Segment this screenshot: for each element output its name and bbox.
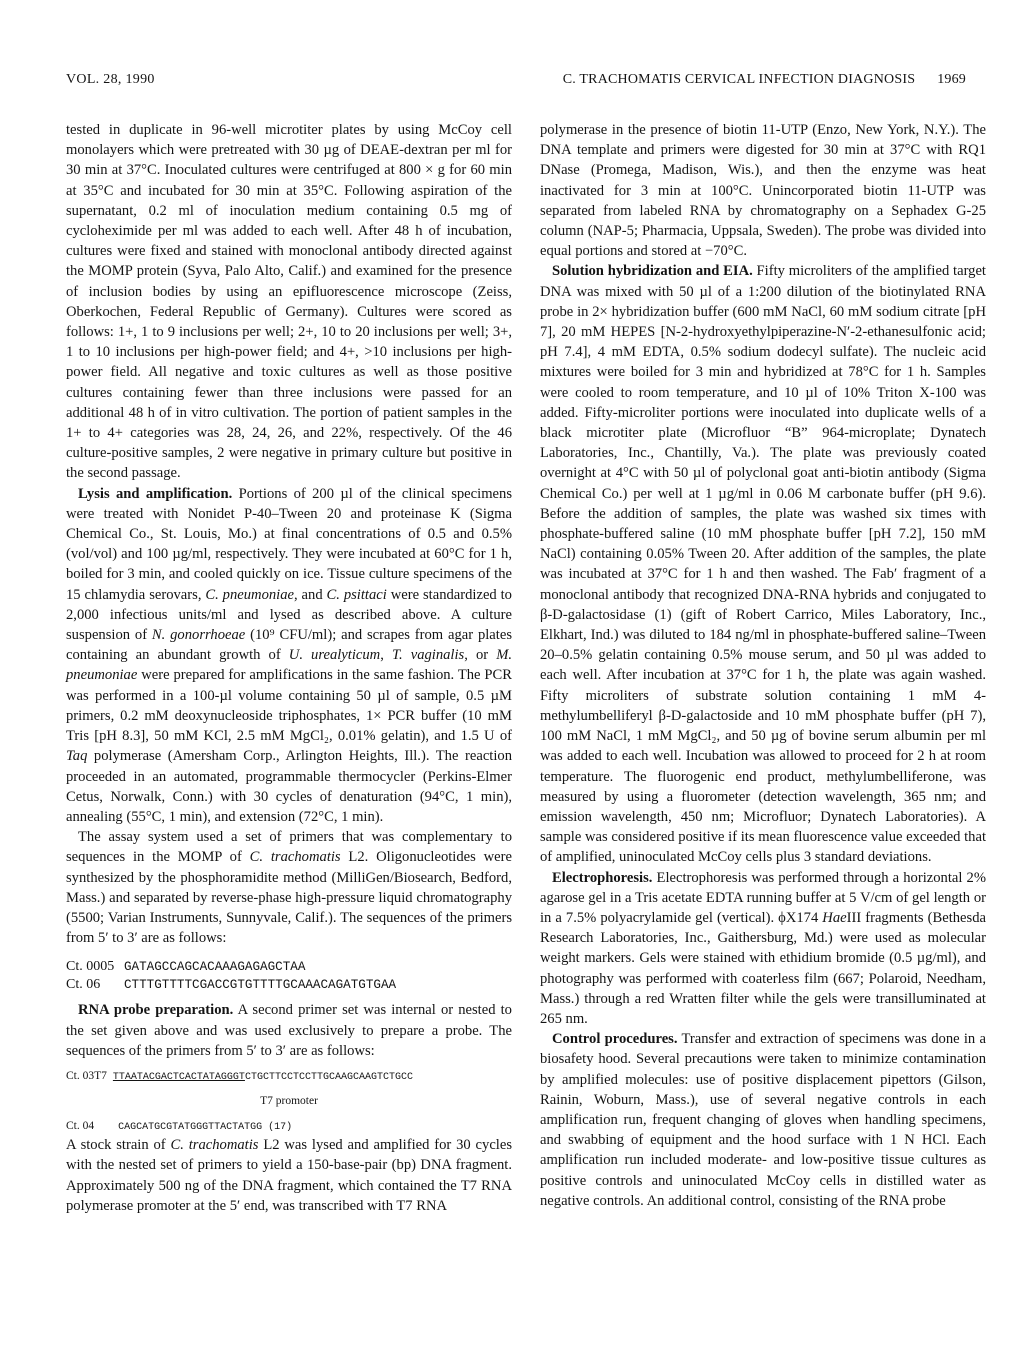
- text-run: were standardized to 2,000 infectious units/ml and lysed as described above. A culture suspension of: [66, 586, 512, 644]
- text-run: , and: [294, 586, 327, 603]
- hybridization-paragraph: [540, 261, 986, 867]
- text-run: Electrophoresis was performed through a horizontal 2% agarose gel in a Tris acetate EDTA running buffer at 5 V/cm of gel length or in a 7.5% polyacrylamide gel (vertical). ϕX174: [540, 869, 986, 926]
- primer-label: Ct. 03T7: [66, 1069, 107, 1082]
- text-run: III fragments (Bethesda Research Laboratories, Inc., Gaithersburg, Md.) were used as molecular weight markers. Gels were stained with ethidium bromide (0.5 µg/ml), and photography was performed with coaterless film (667; Polaroid, Needham, Mass.) through a red Wratten filter while the gels were transilluminated at 265 nm.: [540, 909, 986, 1027]
- nested-primer-line: [66, 1069, 512, 1085]
- species-name: M. pneumoniae: [66, 647, 513, 684]
- control-procedures-paragraph: [540, 1029, 986, 1211]
- text-run: Transfer and extraction of specimens was done in a biosafety hood. Several precautions were taken to minimize contamination by amplified molecules: use of positive displacement pipettors (Gilson, Rainin, Woburn, Mass.), use of several negative controls in each amplification run, frequent changing of gloves when handling specimens, and swabbing of equipment and the hood surface with 1 N HCl. Each amplification run included moderate- and low-positive tissue cultures as positive controls and uninoculated McCoy cells in distilled water as negative controls. An additional control, consisting of the RNA probe: [540, 1031, 986, 1209]
- section-heading-control: Control procedures.: [552, 1031, 678, 1048]
- nested-primer-line: [66, 1119, 512, 1135]
- text-run: were prepared for amplifications in the same fashion. The PCR was performed in a 100-µl volume containing 50 µl of sample, 0.5 µM primers, 0.2 mM deoxynucleoside triphosphates, 1× PCR buffer (10 mM Tris [pH 8.3], 50 mM KCl, 2.5 mM MgCl₂, 0.01% gelatin), and 1.5 U of: [66, 667, 512, 745]
- assay-paragraph: [66, 827, 512, 948]
- primer-sequence: GATAGCCAGCACAAAGAGAGCTAA: [124, 960, 306, 975]
- primer-sequence: CAGCATGCGTATGGGTTACTATGG (17): [118, 1122, 293, 1134]
- running-title-header: [563, 72, 966, 88]
- culture-paragraph: tested in duplicate in 96-well microtiter plates by using McCoy cell monolayers which were pretreated with 30 µg of DEAE-dextran per ml for 30 min at 37°C. Inoculated cultures were centrifuged at 800 × g for 60 min at 35°C and incubated for 30 min at 35°C. Following aspiration of the supernatant, 0.2 ml of inoculation medium containing 0.5 mg of cycloheximide per ml was added to each well. After 48 h of incubation, cultures were fixed and stained with monoclonal antibody directed against the MOMP protein (Syva, Palo Alto, Calif.) and examined for the presence of inclusion bodies by using an epifluorescence microscope (Zeiss, Oberkochen, Federal Republic of Germany). Cultures were scored as follows: 1+, 1 to 9 inclusions per well; 2+, 10 to 20 inclusions per well; 3+, 1 to 10 inclusions per high-power field; and 4+, >10 inclusions per high-power field. All negative and toxic cultures as well as those positive cultures containing fewer than three inclusions were passed for an additional 48 h of in vitro cultivation. The portion of patient samples in the 1+ to 4+ categories was 28, 24, 26, and 22%, respectively. Of the 46 culture-positive samples, 2 were negative in primary culture but positive in the second passage.: [66, 122, 512, 482]
- text-run: (10⁹ CFU/ml); and scrapes from agar plates containing an abundant growth of: [66, 627, 512, 664]
- species-name: C. psittaci: [326, 586, 387, 603]
- text-run: A second primer set was internal or nested to the set given above and was used exclusively to prepare a probe. The sequences of the primers from 5′ to 3′ are as follows:: [66, 1002, 512, 1059]
- text-run: A stock strain of: [66, 1137, 171, 1154]
- text-run: polymerase (Amersham Corp., Arlington Heights, Ill.). The reaction proceeded in an automated, programmable thermocycler (Perkins-Elmer Cetus, Norwalk, Conn.) with 30 cycles of denaturation (94°C, 1 min), annealing (55°C, 1 min), and extension (72°C, 1 min).: [66, 748, 512, 825]
- text-run: , or: [464, 647, 497, 664]
- right-column: [540, 120, 986, 1211]
- lysis-paragraph: [66, 484, 512, 827]
- species-name: C. trachomatis: [249, 849, 341, 866]
- running-title: C. TRACHOMATIS CERVICAL INFECTION DIAGNOSIS: [562, 72, 916, 87]
- primer-label: Ct. 06: [66, 977, 101, 993]
- species-name: N. gonorrhoeae: [151, 627, 246, 644]
- species-name: U. urealyticum: [288, 647, 381, 664]
- electrophoresis-paragraph: [540, 868, 986, 1030]
- rna-probe-paragraph: [66, 1000, 512, 1061]
- primer-sequence: CTGCTTCCTCCTTGCAAGCAAGTCTGCC: [244, 1071, 413, 1083]
- text-run: Portions of 200 µl of the clinical specimens were treated with Nonidet P-40–Tween 20 and proteinase K (Sigma Chemical Co., St. Louis, Mo.) at final concentrations of 0.5 and 0.5% (vol/vol) and 100 µg/ml, respectively. They were incubated at 60°C for 1 h, boiled for 3 min, and cooled quickly on ice. Tissue culture specimens of the 15 chlamydia serovars,: [66, 485, 512, 603]
- enzyme-name: Hae: [822, 909, 847, 926]
- species-name: C. trachomatis: [170, 1137, 259, 1154]
- species-name: C. pneumoniae: [205, 586, 294, 603]
- t7-promoter-sequence: TTAATACGACTCACTATAGGGT: [112, 1071, 245, 1083]
- primer-label: Ct. 0005: [66, 959, 115, 975]
- species-name: T. vaginalis: [391, 647, 465, 664]
- primer-sequence: CTTTGTTTTCGACCGTGTTTTGCAAACAGATGTGAA: [124, 978, 397, 993]
- text-run: Fifty microliters of the amplified target DNA was mixed with 50 µl of a 1:200 dilution of the biotinylated RNA probe in 2× hybridization buffer (600 mM NaCl, 60 mM sodium citrate [pH 7], 20 mM HEPES [N-2-hydroxyethylpiperazine-N′-2-ethanesulfonic acid; pH 7.4], 4 mM EDTA, 0.5% sodium dodecyl sulfate). The nucleic acid mixtures were boiled for 3 min and hybridized at 78°C for 1 h. Samples were cooled to room temperature, and 10 µl of 10% Triton X-100 was added. Fifty-microliter portions were inoculated into duplicate wells of a black microtiter plate (Microfluor “B” 964-microplate; Dynatech Laboratories, Inc., Chantilly, Va.). The plate was previously coated overnight at 4°C with 50 µl of polyclonal goat anti-biotin antibody (Sigma Chemical Co.) per well at 1 µg/ml in 0.06 M carbonate buffer (pH 9.6). Before the addition of samples, the plate was washed six times with phosphate-buffered saline (10 mM phosphate buffer [pH 7.2], 150 mM NaCl) containing 0.05% Tween 20. After addition of the samples, the plate was incubated at 37°C for 1 h and then washed. The Fab′ fragment of a monoclonal antibody that recognized DNA-RNA hybrids and conjugated to β-D-galactosidase (1) (gift of Robert Carrico, Miles Laboratory, Inc., Elkhart, Ind.) was diluted to 184 ng/ml in phosphate-buffered saline–Tween 20–0.5% gelatin containing 0.5% mouse serum, and 50 µl was added to each well. After incubation at 37°C for 1 h, the plate was again washed. Fifty microliters of substrate solution containing 1 mM 4-methylumbelliferyl β-D-galactoside and 10 mM phosphate buffer (pH 7), 100 mM NaCl, 1 mM MgCl₂, and 50 µg of bovine serum albumin per ml was added to each well. Incubation was allowed to proceed for 2 h at room temperature. The fluorogenic end product, methylumbelliferone, was measured by using a fluorometer (detection wavelength, 365 nm; and emission wavelength, 450 nm; Microfluor; Dynatech Laboratories). A sample was considered positive if its mean fluorescence value exceeded that of amplified, uninoculated McCoy cells plus 3 standard deviations.: [540, 263, 986, 866]
- section-heading-hybridization: Solution hybridization and EIA.: [552, 263, 753, 280]
- left-column: [66, 120, 512, 1216]
- text-run: ,: [380, 647, 392, 664]
- stock-strain-paragraph: [66, 1135, 512, 1216]
- section-heading-electrophoresis: Electrophoresis.: [552, 869, 653, 886]
- text-run: L2 was lysed and amplified for 30 cycles with the nested set of primers to yield a 150-base-pair (bp) DNA fragment. Approximately 500 ng of the DNA fragment, which contained the T7 RNA polymerase promoter at the 5′ end, was transcribed with T7 RNA: [66, 1137, 513, 1214]
- page-number: 1969: [937, 72, 966, 87]
- probe-continuation-paragraph: polymerase in the presence of biotin 11-UTP (Enzo, New York, N.Y.). The DNA template and primers were digested for 30 min at 37°C with RQ1 DNase (Promega, Madison, Wis.), and then the enzyme was heat inactivated for 3 min at 100°C. Unincorporated biotin 11-UTP was separated from labeled RNA by chromatography on a Sephadex G-25 column (NAP-5; Pharmacia, Uppsala, Sweden). The probe was divided into equal portions and stored at −70°C.: [540, 122, 986, 260]
- journal-volume-header: VOL. 28, 1990: [66, 72, 155, 87]
- text-run: L2. Oligonucleotides were synthesized by the phosphoramidite method (MilliGen/Biosearch, Bedford, Mass.) and separated by reverse-phase high-pressure liquid chromatography (5500; Varian Instruments, Sunnyvale, Calif.). The sequences of the primers from 5′ to 3′ are as follows:: [66, 849, 512, 947]
- section-heading-lysis: Lysis and amplification.: [78, 485, 233, 502]
- primer-sequence-block: [66, 958, 512, 994]
- primer-label: Ct. 04: [66, 1120, 95, 1133]
- t7-promoter-caption: T7 promoter: [260, 1094, 318, 1107]
- section-heading-rna-probe: RNA probe preparation.: [78, 1002, 234, 1019]
- text-run: The assay system used a set of primers that was complementary to sequences in the MOMP of: [66, 829, 512, 866]
- enzyme-name: Taq: [66, 748, 88, 765]
